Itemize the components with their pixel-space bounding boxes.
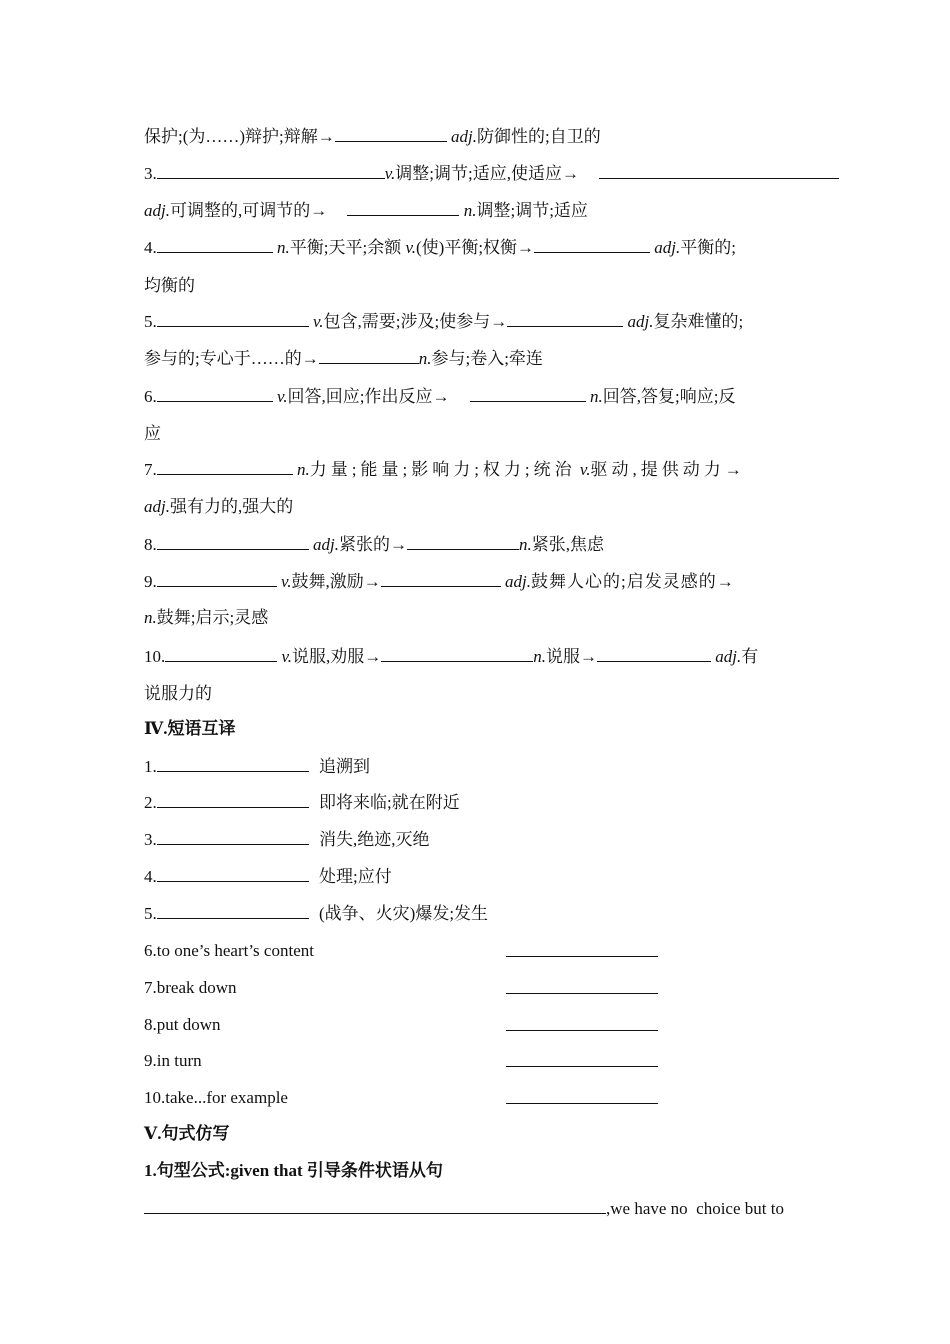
question-7-cont: adj.强有力的,强大的 xyxy=(144,497,294,516)
question-6: 6. v.回答,回应;作出反应→ n.回答,答复;响应;反 xyxy=(144,387,736,406)
answer-blank[interactable] xyxy=(157,162,385,179)
sentence-pattern-1-line: ,we have no choice but to xyxy=(144,1197,784,1220)
answer-blank[interactable] xyxy=(157,828,309,845)
question-9: 9. v.鼓舞,激励→ adj.鼓舞人心的;启发灵感的→ xyxy=(144,572,735,591)
word-form-line-0: 保护;(为……)辩护;辩解→ adj.防御性的;自卫的 xyxy=(144,127,601,146)
phrase-item-6: 6.to one’s heart’s content xyxy=(144,941,314,960)
answer-blank[interactable] xyxy=(597,645,711,662)
answer-blank[interactable] xyxy=(506,940,658,963)
answer-blank[interactable] xyxy=(157,755,309,772)
question-10-cont: 说服力的 xyxy=(144,684,212,703)
answer-blank[interactable] xyxy=(319,347,419,364)
section-4-title: Ⅳ.短语互译 xyxy=(144,719,236,738)
answer-blank[interactable] xyxy=(335,125,447,142)
answer-blank[interactable] xyxy=(407,533,519,550)
answer-blank[interactable] xyxy=(157,570,277,587)
question-4-cont: 均衡的 xyxy=(144,276,195,295)
answer-blank[interactable] xyxy=(157,865,309,882)
answer-blank[interactable] xyxy=(506,1050,658,1073)
phrase-item-3: 3. 消失,绝迹,灭绝 xyxy=(144,830,430,849)
answer-blank[interactable] xyxy=(157,791,309,808)
answer-blank[interactable] xyxy=(470,385,586,402)
answer-blank[interactable] xyxy=(157,458,293,475)
answer-blank[interactable] xyxy=(144,1197,606,1214)
phrase-item-10: 10.take...for example xyxy=(144,1088,288,1107)
answer-blank[interactable] xyxy=(165,645,277,662)
question-9-cont: n.鼓舞;启示;灵感 xyxy=(144,608,269,627)
answer-blank[interactable] xyxy=(506,1087,658,1110)
question-8: 8. adj.紧张的→ n.紧张,焦虑 xyxy=(144,535,604,554)
question-7: 7. n.力量;能量;影响力;权力;统治 v.驱动,提供动力→ xyxy=(144,460,746,479)
sentence-pattern-1: 1.句型公式:given that 引导条件状语从句 xyxy=(144,1161,443,1180)
answer-blank[interactable] xyxy=(506,977,658,1000)
phrase-item-8: 8.put down xyxy=(144,1015,221,1034)
phrase-item-7: 7.break down xyxy=(144,978,237,997)
section-5-title: Ⅴ.句式仿写 xyxy=(144,1124,230,1143)
answer-blank[interactable] xyxy=(347,199,459,216)
phrase-item-1: 1. 追溯到 xyxy=(144,757,370,776)
question-3-cont: adj.可调整的,可调节的→ n.调整;调节;适应 xyxy=(144,201,588,220)
phrase-item-9: 9.in turn xyxy=(144,1051,202,1070)
answer-blank[interactable] xyxy=(534,236,650,253)
answer-blank[interactable] xyxy=(157,902,309,919)
answer-blank[interactable] xyxy=(157,236,273,253)
question-4: 4. n.平衡;天平;余额 v.(使)平衡;权衡→ adj.平衡的; xyxy=(144,238,737,257)
phrase-item-2: 2. 即将来临;就在附近 xyxy=(144,793,460,812)
question-10: 10. v.说服,劝服→ n.说服→ adj.有 xyxy=(144,647,759,666)
answer-blank[interactable] xyxy=(381,570,501,587)
phrase-item-4: 4. 处理;应付 xyxy=(144,867,392,886)
answer-blank[interactable] xyxy=(506,1014,658,1037)
question-6-cont: 应 xyxy=(144,424,161,443)
question-5: 5. v.包含,需要;涉及;使参与→ adj.复杂难懂的; xyxy=(144,312,744,331)
phrase-item-5: 5. (战争、火灾)爆发;发生 xyxy=(144,904,489,923)
question-3: 3. v.调整;调节;适应,使适应→ xyxy=(144,162,839,185)
answer-blank[interactable] xyxy=(157,533,309,550)
answer-blank[interactable] xyxy=(157,310,309,327)
answer-blank[interactable] xyxy=(381,645,533,662)
answer-blank[interactable] xyxy=(599,162,839,179)
answer-blank[interactable] xyxy=(507,310,623,327)
answer-blank[interactable] xyxy=(157,385,273,402)
question-5-cont: 参与的;专心于……的→ n.参与;卷入;牵连 xyxy=(144,349,543,368)
